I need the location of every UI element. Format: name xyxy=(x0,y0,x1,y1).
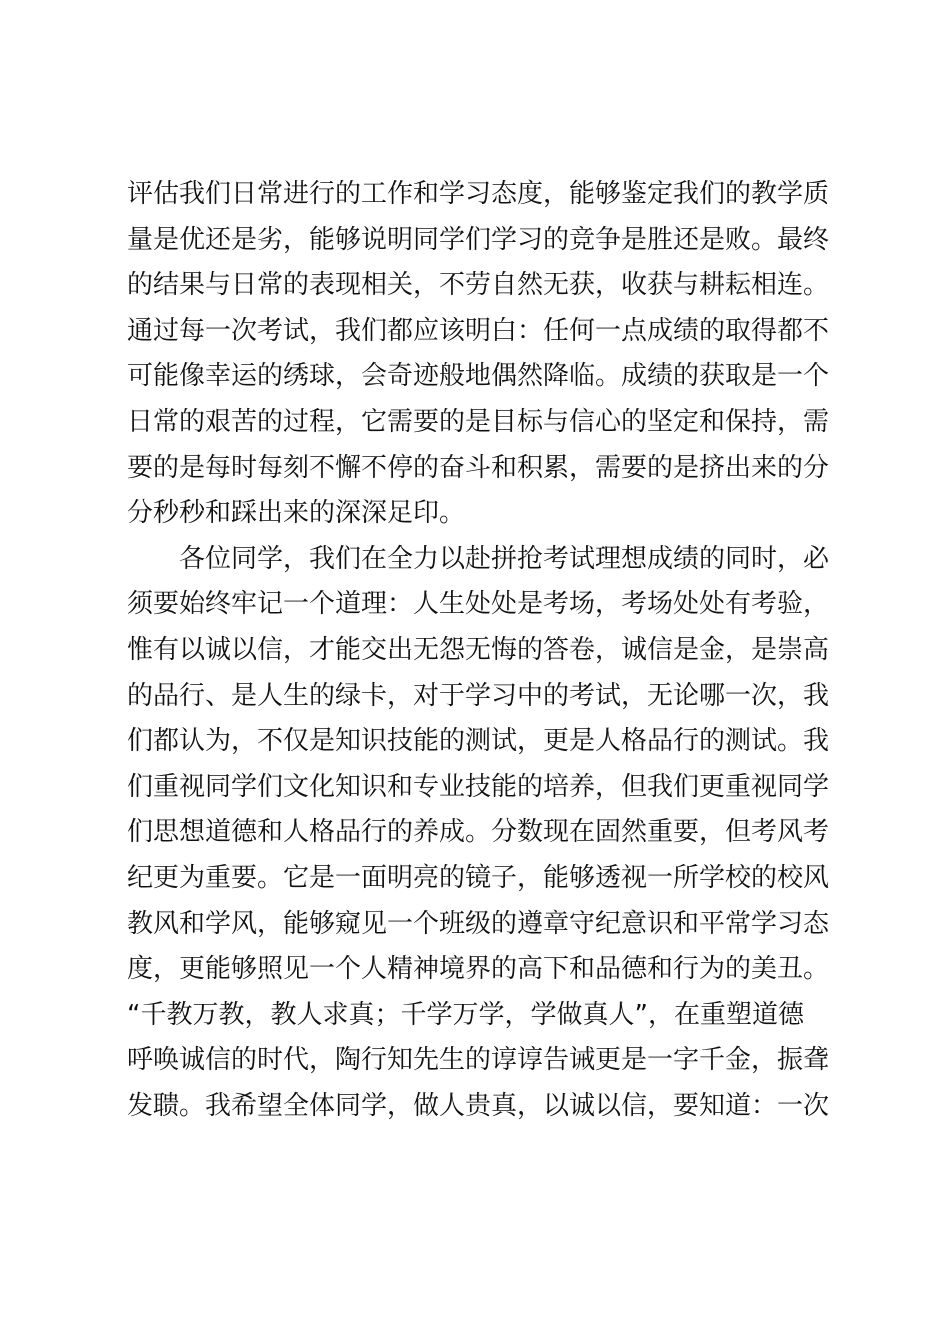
text-line: 教风和学风，能够窥见一个班级的遵章守纪意识和平常学习态 xyxy=(127,908,830,939)
text-line: 惟有以诚以信，才能交出无怨无悔的答卷，诚信是金，是崇高 xyxy=(127,634,830,665)
text-line: 们重视同学们文化知识和专业技能的培养，但我们更重视同学 xyxy=(127,771,830,802)
body-text xyxy=(127,172,837,1129)
text-line: 呼唤诚信的时代，陶行知先生的谆谆告诫更是一字千金，振聋 xyxy=(127,1045,830,1076)
text-line: 的品行、是人生的绿卡，对于学习中的考试，无论哪一次，我 xyxy=(127,680,830,711)
text-line: 的结果与日常的表现相关，不劳自然无获，收获与耕耘相连。 xyxy=(127,270,830,301)
text-line: 要的是每时每刻不懈不停的奋斗和积累，需要的是挤出来的分 xyxy=(127,452,830,483)
text-line: 通过每一次考试，我们都应该明白：任何一点成绩的取得都不 xyxy=(127,315,830,346)
text-line: 须要始终牢记一个道理：人生处处是考场，考场处处有考验， xyxy=(127,589,830,620)
text-line: 日常的艰苦的过程，它需要的是目标与信心的坚定和保持，需 xyxy=(127,406,830,437)
text-line: 发聩。我希望全体同学，做人贵真，以诚以信，要知道：一次 xyxy=(127,1090,830,1121)
text-line: 量是优还是劣，能够说明同学们学习的竞争是胜还是败。最终 xyxy=(127,224,830,255)
text-line: 评估我们日常进行的工作和学习态度，能够鉴定我们的教学质 xyxy=(127,179,830,209)
text-line: 度，更能够照见一个人精神境界的高下和品德和行为的美丑。 xyxy=(127,954,830,985)
text-line: 分秒秒和踩出来的深深足印。 xyxy=(127,498,466,529)
text-line: 可能像幸运的绣球，会奇迹般地偶然降临。成绩的获取是一个 xyxy=(127,361,830,392)
paragraph-first-line: 各位同学，我们在全力以赴拼抢考试理想成绩的同时，必 xyxy=(179,543,830,574)
text-line: 们思想道德和人格品行的养成。分数现在固然重要，但考风考 xyxy=(127,817,830,848)
text-line: 纪更为重要。它是一面明亮的镜子，能够透视一所学校的校风 xyxy=(127,862,830,893)
text-line: “千教万教，教人求真；千学万学，学做真人”，在重塑道德 xyxy=(127,999,804,1030)
text-line: 们都认为，不仅是知识技能的测试，更是人格品行的测试。我 xyxy=(127,726,830,757)
